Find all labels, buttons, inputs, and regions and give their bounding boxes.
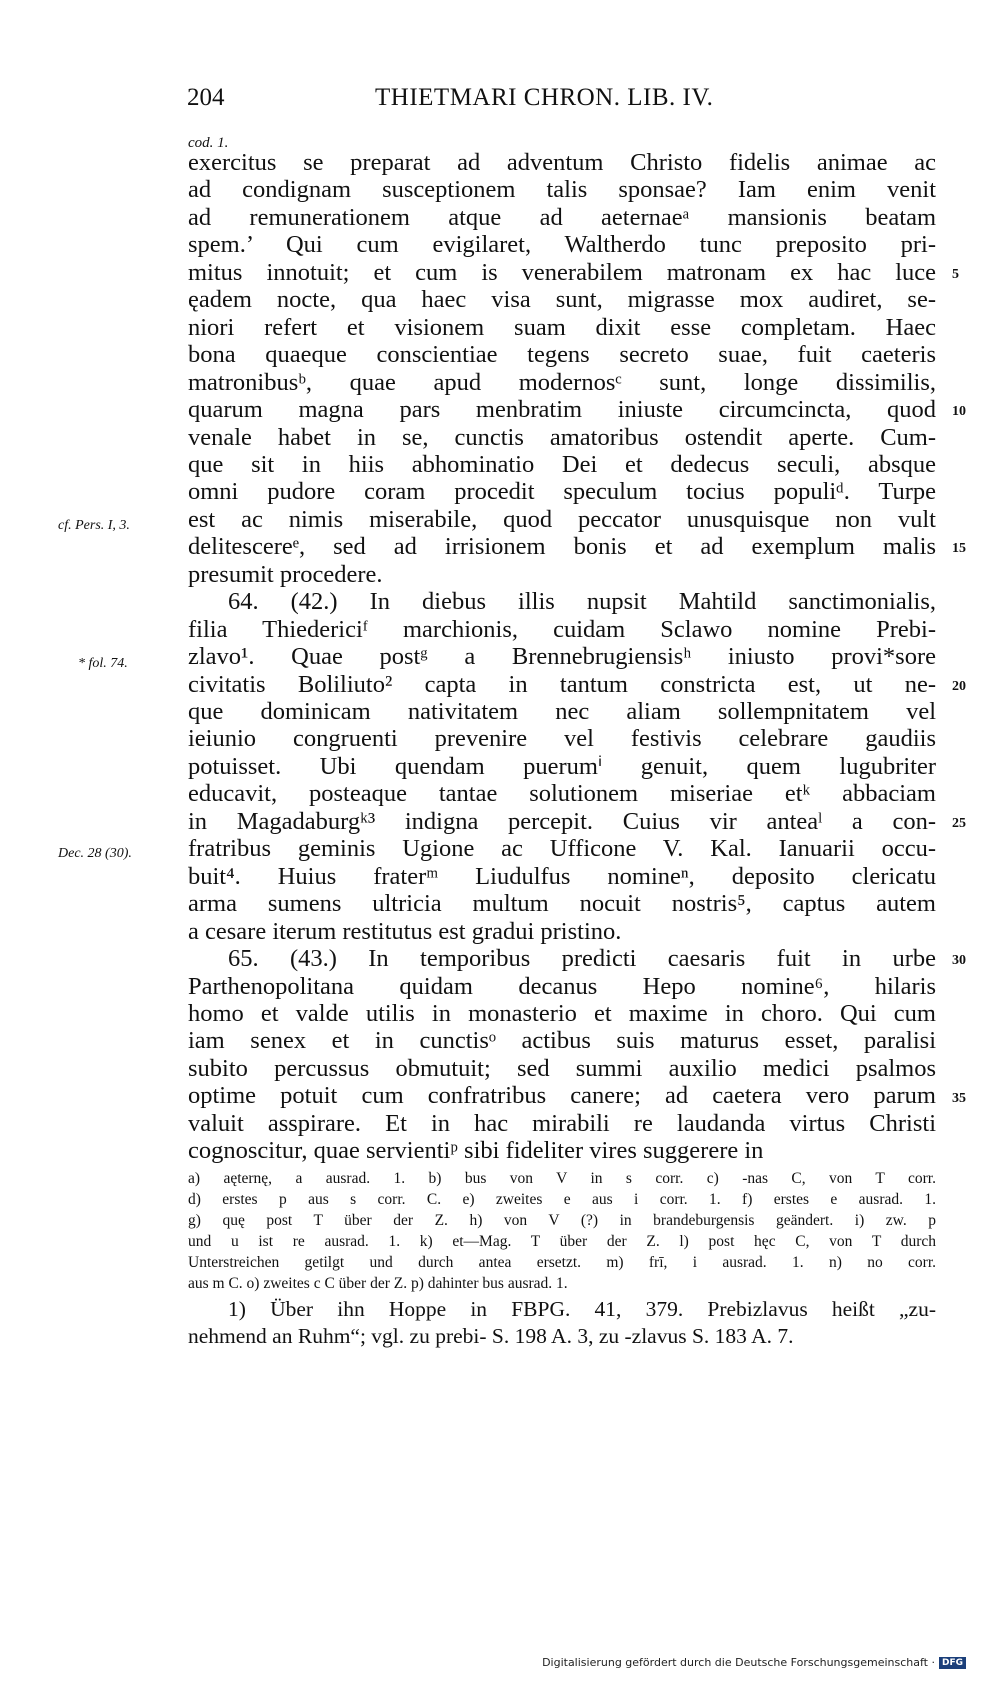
text-line: zlavo¹. Quae postᵍ a Brennebrugiensisʰ iniusto provi*sore xyxy=(188,643,936,671)
text-line: iam senex et in cunctisᵒ actibus suis maturus esset, paralisi xyxy=(188,1027,936,1055)
dfg-logo: DFG xyxy=(939,1657,966,1669)
text-line: exercitus se preparat ad adventum Christo fidelis animae ac xyxy=(188,149,936,176)
codex-note: cod. 1. xyxy=(188,135,229,151)
text-line: a cesare iterum restitutus est gradui pristino. xyxy=(188,917,622,945)
text-line: ęadem nocte, qua haec visa sunt, migrasse mox audiret, se- xyxy=(188,286,936,314)
text-line: mitus innotuit; et cum is venerabilem matronam ex hac luce xyxy=(188,258,936,286)
apparatus-line: d) erstes p aus s corr. C. e) zweites e aus i corr. 1. f) erstes e ausrad. 1. xyxy=(188,1191,936,1208)
text-line: delitescereᵉ, sed ad irrisionem bonis et ad exemplum malis xyxy=(188,533,936,561)
text-line: 64. (42.) In diebus illis nupsit Mahtild sanctimonialis, xyxy=(228,588,936,616)
text-line: civitatis Boliliuto² capta in tantum constricta est, ut ne- xyxy=(188,670,936,698)
text-line: ieiunio congruenti prevenire vel festivis celebrare gaudiis xyxy=(188,725,936,753)
text-line: presumit procedere. xyxy=(188,560,383,588)
text-line: que dominicam nativitatem nec aliam sollempnitatem vel xyxy=(188,698,936,725)
text-line: homo et valde utilis in monasterio et maxime in choro. Qui cum xyxy=(188,999,936,1027)
text-line: fratribus geminis Ugione ac Ufficone V. Kal. Ianuarii occu- xyxy=(188,835,936,863)
page-number: 204 xyxy=(187,84,225,111)
text-line: omni pudore coram procedit speculum tocius populiᵈ. Turpe xyxy=(188,478,936,506)
text-line: potuisset. Ubi quendam puerumⁱ genuit, quem lugubriter xyxy=(188,752,936,780)
text-line: subito percussus obmutuit; sed summi auxilio medici psalmos xyxy=(188,1054,936,1082)
footnote-line: nehmend an Ruhm“; vgl. zu prebi- S. 198 A. 3, zu -zlavus S. 183 A. 7. xyxy=(188,1324,794,1348)
footnote-line: 1) Über ihn Hoppe in FBPG. 41, 379. Prebizlavus heißt „zu- xyxy=(228,1297,936,1321)
text-line: 65. (43.) In temporibus predicti caesaris fuit in urbe xyxy=(228,945,936,973)
text-line: valuit asspirare. Et in hac mirabili re laudanda virtus Christi xyxy=(188,1109,936,1137)
text-line: optime potuit cum confratribus canere; ad caetera vero parum xyxy=(188,1082,936,1110)
text-line: Parthenopolitana quidam decanus Hepo nomine⁶, hilaris xyxy=(188,972,936,1000)
digitization-credit xyxy=(542,1656,966,1669)
text-line: spem.’ Qui cum evigilaret, Waltherdo tunc preposito pri- xyxy=(188,231,936,259)
text-line: buit⁴. Huius fraterᵐ Liudulfus nomineⁿ, deposito clericatu xyxy=(188,862,936,890)
apparatus-line: Unterstreichen getilgt und durch antea ersetzt. m) frī, i ausrad. 1. n) no corr. xyxy=(188,1254,936,1271)
text-line: cognoscitur, quae servientiᵖ sibi fideliter vires suggerere in xyxy=(188,1137,764,1165)
text-line: ad remunerationem atque ad aeternaeᵃ mansionis beatam xyxy=(188,203,936,231)
text-line: bona quaeque conscientiae tegens secreto suae, fuit caeteris xyxy=(188,341,936,369)
apparatus-line: aus m C. o) zweites c C über der Z. p) dahinter bus ausrad. 1. xyxy=(188,1275,568,1292)
margin-note: cf. Pers. I, 3. xyxy=(58,518,130,533)
margin-note: * fol. 74. xyxy=(78,656,128,671)
text-line: quarum magna pars menbratim iniuste circumcincta, quod xyxy=(188,396,936,424)
text-line: est ac nimis miserabile, quod peccator unusquisque non vult xyxy=(188,505,936,533)
page-header xyxy=(187,84,937,120)
text-line: que sit in hiis abhominatio Dei et dedecus seculi, absque xyxy=(188,450,936,478)
line-number: 10 xyxy=(952,404,966,419)
text-line: in Magadaburgᵏ³ indigna percepit. Cuius vir anteaˡ a con- xyxy=(188,807,936,835)
apparatus-line: g) quę post T über der Z. h) von V (?) in brandeburgensis geändert. i) zw. p xyxy=(188,1212,936,1229)
line-number: 5 xyxy=(952,267,959,282)
apparatus-line: a) aęternę, a ausrad. 1. b) bus von V in s corr. c) -nas C, von T corr. xyxy=(188,1170,936,1187)
running-title: THIETMARI CHRON. LIB. IV. xyxy=(375,84,714,111)
text-line: filia Thiedericiᶠ marchionis, cuidam Sclawo nomine Prebi- xyxy=(188,615,936,643)
margin-note: Dec. 28 (30). xyxy=(58,846,132,861)
apparatus-line: und u ist re ausrad. 1. k) et—Mag. T über der Z. l) post hęc C, von T durch xyxy=(188,1233,936,1250)
line-number: 15 xyxy=(952,541,966,556)
line-number: 25 xyxy=(952,816,966,831)
text-line: niori refert et visionem suam dixit esse completam. Haec xyxy=(188,313,936,341)
text-line: venale habet in se, cunctis amatoribus ostendit aperte. Cum- xyxy=(188,423,936,451)
text-line: arma sumens ultricia multum nocuit nostris⁵, captus autem xyxy=(188,890,936,918)
line-number: 35 xyxy=(952,1091,966,1106)
text-line: ad condignam susceptionem talis sponsae? Iam enim venit xyxy=(188,176,936,204)
text-line: matronibusᵇ, quae apud modernosᶜ sunt, longe dissimilis, xyxy=(188,368,936,396)
text-line: educavit, posteaque tantae solutionem miseriae etᵏ abbaciam xyxy=(188,780,936,808)
credit-text: Digitalisierung gefördert durch die Deutsche Forschungsgemeinschaft · xyxy=(542,1656,935,1669)
line-number: 20 xyxy=(952,679,966,694)
line-number: 30 xyxy=(952,953,966,968)
